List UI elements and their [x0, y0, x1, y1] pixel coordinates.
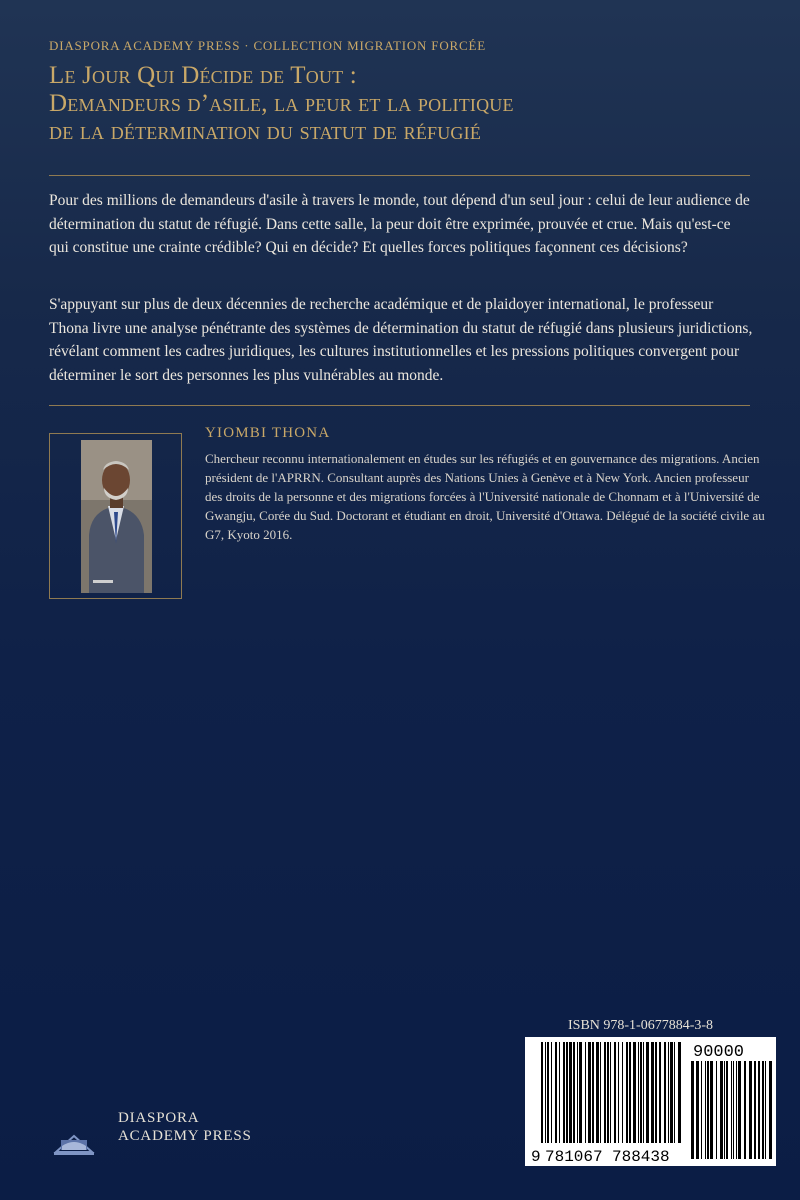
barcode-addon-digits: 90000	[693, 1043, 745, 1062]
barcode-bar	[749, 1061, 752, 1159]
author-name: YIOMBI THONA	[205, 425, 331, 441]
barcode-bar	[646, 1042, 649, 1143]
barcode-bar	[765, 1061, 766, 1159]
barcode-bar	[626, 1042, 628, 1143]
barcode-bar	[640, 1042, 642, 1143]
barcode-bar	[600, 1042, 601, 1143]
barcode-bar	[754, 1061, 756, 1159]
barcode-bar	[551, 1042, 552, 1143]
barcode-bar	[622, 1042, 623, 1143]
barcode-bar	[629, 1042, 631, 1143]
barcode-bar	[664, 1042, 666, 1143]
barcode-bar	[736, 1061, 737, 1159]
author-photo-frame	[49, 433, 182, 599]
author-bio: Chercheur reconnu internationalement en études sur les réfugiés et en gouvernance des migrations. Ancien président de l'APRRN. Consultant auprès des Nations Unies à Genève et à New York. Ancien professeur des droits de la personne et des migrations forcées à l'Université nationale de Chonnam et à l'Université de Gwangju, Corée du Sud. Doctorant et étudiant en droit, Université d'Ottawa. Délégué de la société civile au G7, Kyoto 2016.	[205, 451, 765, 542]
barcode-bar	[762, 1061, 764, 1159]
barcode-bar	[696, 1061, 699, 1159]
barcode-bar	[710, 1061, 713, 1159]
barcode-bar	[614, 1042, 616, 1143]
barcode-bar	[541, 1042, 543, 1143]
barcode-bar	[769, 1061, 772, 1159]
barcode	[525, 1037, 776, 1166]
barcode-bar	[707, 1061, 709, 1159]
barcode-bar	[651, 1042, 654, 1143]
barcode-main-bars	[541, 1042, 681, 1143]
author-portrait-illustration	[81, 440, 152, 593]
title-line: Demandeurs d’asile, la peur et la politique	[49, 90, 514, 117]
barcode-bar	[720, 1061, 723, 1159]
publisher-line: DIASPORA	[118, 1110, 200, 1126]
barcode-bar	[731, 1061, 732, 1159]
barcode-bar	[566, 1042, 568, 1143]
barcode-bar	[610, 1042, 611, 1143]
barcode-bar	[678, 1042, 681, 1143]
barcode-bar	[585, 1042, 586, 1143]
title-line: Le Jour Qui Décide de Tout :	[49, 62, 357, 89]
barcode-bar	[633, 1042, 636, 1143]
publisher-name	[118, 1109, 252, 1145]
barcode-bar	[643, 1042, 644, 1143]
barcode-bar	[670, 1042, 673, 1143]
barcode-bar	[744, 1061, 746, 1159]
barcode-bar	[705, 1061, 706, 1159]
barcode-bar	[758, 1061, 760, 1159]
barcode-bar	[596, 1042, 599, 1143]
barcode-bar	[588, 1042, 591, 1143]
barcode-bar	[579, 1042, 582, 1143]
barcode-bar	[638, 1042, 639, 1143]
publisher-line: ACADEMY PRESS	[118, 1128, 252, 1144]
barcode-bar	[659, 1042, 661, 1143]
barcode-bar	[668, 1042, 669, 1143]
barcode-bar	[738, 1061, 741, 1159]
barcode-bar	[573, 1042, 575, 1143]
series-line: DIASPORA ACADEMY PRESS · COLLECTION MIGRATION FORCÉE	[49, 38, 486, 53]
barcode-digit-group: 788438	[612, 1148, 670, 1166]
barcode-bar	[592, 1042, 594, 1143]
barcode-addon-bars	[691, 1061, 772, 1159]
blurb-paragraph: S'appuyant sur plus de deux décennies de recherche académique et de plaidoyer international, le professeur Thona livre une analyse pénétrante des systèmes de détermination du statut de réfugié dans plusieurs juridictions, révélant comment les cadres juridiques, les cultures institutionnelles et les pressions politiques convergent pour déterminer le sort des personnes les plus vulnérables au monde.	[49, 296, 753, 384]
barcode-bar	[726, 1061, 728, 1159]
barcode-graphic	[525, 1037, 776, 1166]
barcode-bar	[724, 1061, 725, 1159]
barcode-digit-group: 781067	[545, 1148, 603, 1166]
blurb-paragraph: Pour des millions de demandeurs d'asile à travers le monde, tout dépend d'un seul jour : celui de leur audience de détermination du statut de réfugié. Dans cette salle, la peur doit être exprimée, prouvée et crue. Mais qu'est-ce qui constitue une crainte crédible? Qui en décide? Et quelles forces politiques façonnent ces décisions?	[49, 192, 750, 256]
barcode-digit-group: 9	[531, 1148, 541, 1166]
barcode-bar	[701, 1061, 702, 1159]
title-line: de la détermination du statut de réfugié	[49, 118, 482, 145]
divider-top	[49, 175, 750, 176]
barcode-bar	[577, 1042, 578, 1143]
barcode-bar	[607, 1042, 609, 1143]
book-title	[49, 62, 749, 146]
barcode-bar	[555, 1042, 557, 1143]
barcode-bar	[545, 1042, 546, 1143]
barcode-bar	[733, 1061, 734, 1159]
barcode-bar	[559, 1042, 560, 1143]
divider-bottom	[49, 405, 750, 406]
isbn-label: ISBN 978-1-0677884-3-8	[568, 1018, 714, 1033]
publisher-logo-icon	[52, 1122, 96, 1161]
barcode-bar	[618, 1042, 619, 1143]
author-photo	[81, 440, 152, 593]
barcode-bar	[547, 1042, 549, 1143]
barcode-bar	[604, 1042, 606, 1143]
barcode-bar	[716, 1061, 717, 1159]
barcode-bar	[563, 1042, 565, 1143]
barcode-bar	[569, 1042, 572, 1143]
barcode-bar	[674, 1042, 675, 1143]
barcode-bar	[691, 1061, 694, 1159]
barcode-bar	[655, 1042, 657, 1143]
